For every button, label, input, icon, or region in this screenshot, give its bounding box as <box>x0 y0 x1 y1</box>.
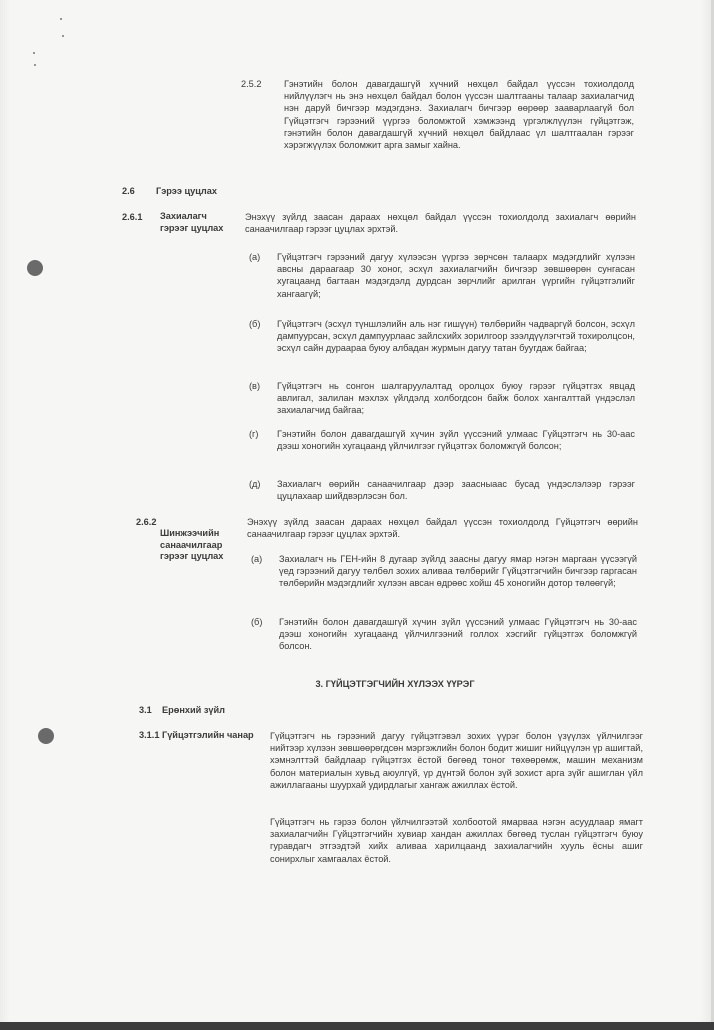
punch-hole <box>38 728 54 744</box>
section-paragraph: Гүйцэтгэгч нь гэрээ болон үйлчилгээтэй холбоотой ямарваа нэгэн асуудлаар ямагт захиалагчийн Гүйцэтгэгчийн хувиар хандан ажиллах бөгөөд туслан гүйцэтгэгч буюу гуравдагч этгээдтэй хийх аливаа харилцаанд захиалагчийн хууль ёсны ашиг сонирхлыг хамгаалах ёстой. <box>270 817 643 864</box>
list-item: Захиалагч өөрийн санаачилгаар дээр заасныаас бусад үндэслэлээр гэрээг цуцлахаар шийдвэрлэсэн бол. <box>277 479 635 502</box>
section-heading: Гэрээ цуцлах <box>156 186 217 196</box>
section-side-label: Захиалагч гэрээг цуцлах <box>160 211 224 233</box>
list-item: Гүйцэтгэгч нь сонгон шалгаруулалтад оролцох буюу гэрээг гүйцэтгэх явцад авлигал, залилан мэхлэх үйлдэлд холбогдсон байж болох хангалттай үндэслэл захиалагчид байгаа; <box>277 381 635 416</box>
list-marker: (г) <box>249 429 259 439</box>
chapter-heading: 3. ГҮЙЦЭТГЭГЧИЙН ХҮЛЭЭХ ҮҮРЭГ <box>315 679 475 689</box>
list-marker: (д) <box>249 479 261 489</box>
section-number: 2.6.1 <box>122 212 143 222</box>
section-text: Гэнэтийн болон давагдашгүй хүчний нөхцөл байдал үүссэн тохиолдолд нийлүүлэгч нь энэ нөхцөл байдал болон үүссэн шалтгааны талаар захиалагчид нэн даруй бичгээр мэдэгдэнэ. Захиалагч бичгээр өөрөөр зааварлаагүй бол Гүйцэтгэгч гэрээний үүргээ боломжтой хэмжээнд үргэлжлүүлэн гүйцэтгэж, гэнэтийн болон давагдашгүй хүчний нөхцөл байдлаас үл шалтгаалан гэрээг хэрэгжүүлэх боломжит арга замыг хайна. <box>284 79 634 151</box>
section-intro: Энэхүү зүйлд заасан дараах нөхцөл байдал үүссэн тохиолдолд Гүйцэтгэгч өөрийн санаачилгаар гэрээг цуцлах эрхтэй. <box>247 517 638 540</box>
scan-speck <box>62 35 64 37</box>
list-item: Захиалагч нь ГЕН-ийн 8 дугаар зүйлд заасны дагуу ямар нэгэн маргаан үүсээгүй үед гэрээний дагуу төлбөл зохих аливаа төлбөрийг Гүйцэтгэгчийн бичгээр гаргасан төлбөрийн мэдэгдлийг хүлээн авсан өдрөөс хойш 45 хоногийн дотор төлөөгүй; <box>279 554 637 589</box>
list-item: Гүйцэтгэгч (эсхүл түншлэлийн аль нэг гишүүн) төлбөрийн чадваргүй болсон, эсхүл дампуурсан, эсхүл дампуурлаас зайлсхийх зорилгоор зээлдүүлэгчтэй тохиролцсон, эсхүл сайн дураараа буюу албадан журмын дагуу татан буугдаж байгаа; <box>277 319 635 354</box>
page-edge-bottom <box>0 1022 714 1030</box>
section-number: 2.6.2 <box>136 517 157 527</box>
punch-hole <box>27 260 43 276</box>
section-side-label: Шинжээчийн санаачилгаар гэрээг цуцлах <box>160 528 224 561</box>
section-number: 3.1 <box>139 705 152 715</box>
list-marker: (а) <box>249 252 261 262</box>
section-heading: Ерөнхий зүйл <box>162 705 226 715</box>
list-marker: (б) <box>251 617 263 627</box>
section-number: 2.6 <box>122 186 135 196</box>
section-number: 2.5.2 <box>241 79 262 89</box>
list-item: Гүйцэтгэгч гэрээний дагуу хүлээсэн үүргээ зөрчсөн талаарх мэдэгдлийг хүлээн авсны дараагаар 30 хоног, эсхүл захиалагчийн бичгээр зөвшөөрөн сунгасан хугацаанд багтаан мэдэгдэлд дурдсан зөрчлийг арилган үүргийн гүйцэтгэлийг хангаагүй; <box>277 252 635 299</box>
scan-speck <box>60 18 62 20</box>
section-paragraph: Гүйцэтгэгч нь гэрээний дагуу гүйцэтгэвэл зохих үүрэг болон үзүүлэх үйлчилгээг нийтээр хүлээн зөвшөөрөгдсөн мэргэжлийн болон бодит жишиг нийцүүлэн үр ашигтай, хэмнэлттэй байдлаар гүйцэтгэх ёстой бөгөөд тоног төхөөрөмж, машин механизм болон материалын хувьд аюулгүй, үр дүнтэй болон зүй зохист арга зүйг ашиглан үйл ажиллагааны шуурхай удирдлагыг хангаж ажиллах ёстой. <box>270 731 643 790</box>
scan-speck <box>34 64 36 66</box>
list-marker: (б) <box>249 319 261 329</box>
scan-speck <box>33 52 35 54</box>
list-item: Гэнэтийн болон давагдашгүй хүчин зүйл үүссэний улмаас Гүйцэтгэгч нь 30-аас дээш хоногийн хугацаанд үйлчилгээний голлох хэсгийг гүйцэтгэх боломжгүй болсон. <box>279 617 637 652</box>
section-side-label: 3.1.1 Гүйцэтгэлийн чанар <box>139 730 254 740</box>
list-item: Гэнэтийн болон давагдашгүй хүчин зүйл үүссэний улмаас Гүйцэтгэгч нь 30-аас дээш хоногийн хугацаанд үйлчилгээг гүйцэтгэх боломжгүй болсон; <box>277 429 635 452</box>
section-intro: Энэхүү зүйлд заасан дараах нөхцөл байдал үүссэн тохиолдолд захиалагч өөрийн санаачилгаар гэрээг цуцлах эрхтэй. <box>245 212 636 235</box>
list-marker: (а) <box>251 554 263 564</box>
list-marker: (в) <box>249 381 260 391</box>
